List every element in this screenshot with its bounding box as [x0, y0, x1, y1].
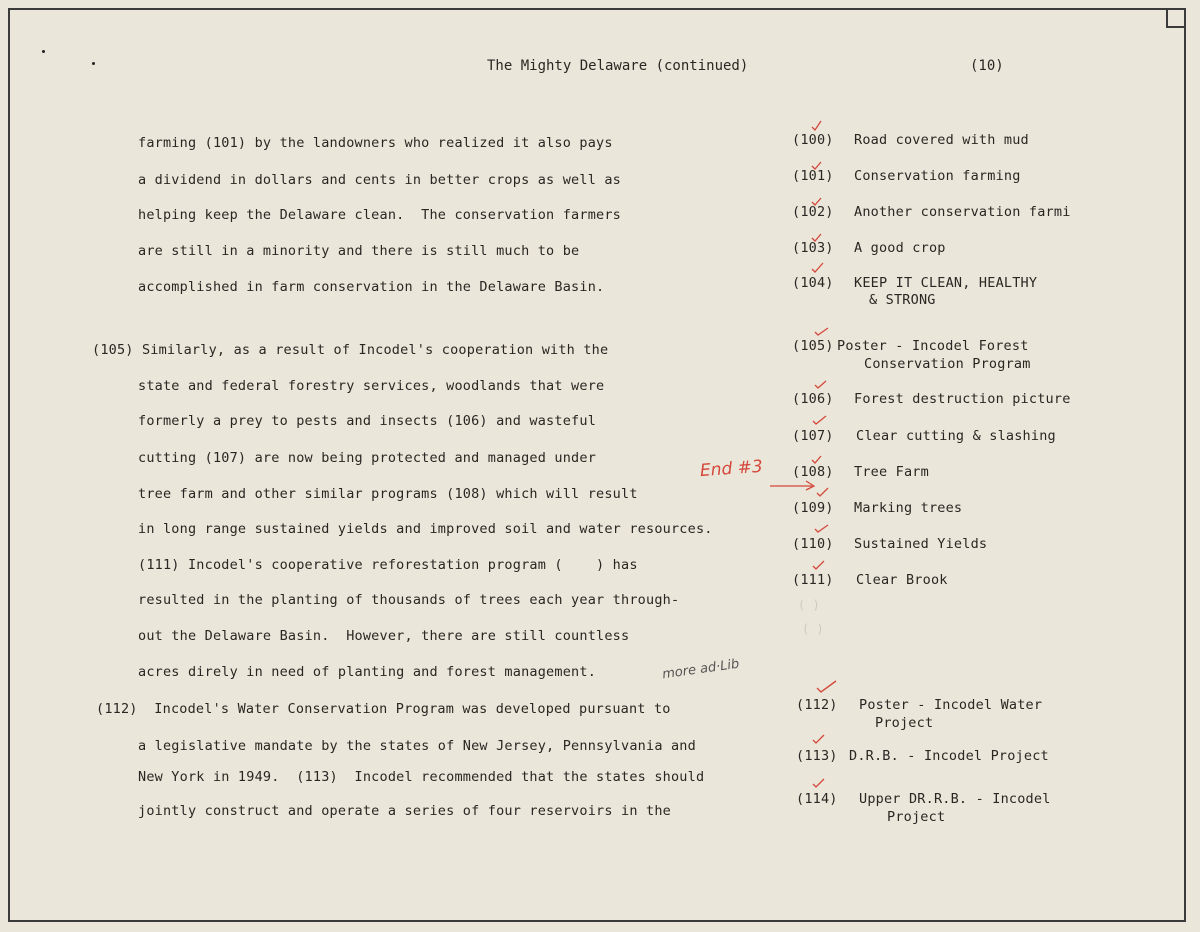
- body-line: jointly construct and operate a series of four reservoirs in the: [138, 803, 671, 819]
- visual-note-text: Conservation Program: [864, 356, 1031, 372]
- visual-note-text: Tree Farm: [854, 464, 929, 480]
- visual-note-number: (105): [792, 338, 834, 354]
- page-title: The Mighty Delaware (continued): [487, 58, 749, 74]
- red-arrow-icon: [768, 478, 818, 492]
- check-mark-icon: [814, 524, 830, 534]
- visual-note-text: KEEP IT CLEAN, HEALTHY: [854, 275, 1038, 291]
- page-number: (10): [970, 58, 1004, 74]
- visual-note-text: Poster - Incodel Water: [859, 697, 1043, 713]
- check-mark-icon: [812, 734, 826, 746]
- body-line: resulted in the planting of thousands of trees each year through-: [138, 592, 680, 608]
- body-line: a dividend in dollars and cents in better crops as well as: [138, 172, 622, 188]
- body-line: tree farm and other similar programs (108) which will result: [138, 486, 638, 502]
- body-line: are still in a minority and there is still much to be: [138, 243, 580, 259]
- visual-note-text: Another conservation farmi: [854, 204, 1071, 220]
- check-mark-icon: [811, 262, 825, 274]
- ad-lib-note: more ad·Lib: [661, 656, 741, 683]
- visual-note-text: Marking trees: [854, 500, 963, 516]
- check-mark-icon: [812, 560, 826, 572]
- visual-note-number: (101): [792, 168, 834, 184]
- body-line: helping keep the Delaware clean. The conservation farmers: [138, 207, 622, 223]
- visual-note-text: & STRONG: [869, 292, 936, 308]
- visual-note-number: (107): [792, 428, 834, 444]
- check-mark-icon: [814, 327, 830, 337]
- visual-note-text: Project: [887, 809, 946, 825]
- body-line: (111) Incodel's cooperative reforestation program ( ) has: [138, 557, 638, 573]
- visual-note-number: (109): [792, 500, 834, 516]
- body-line: state and federal forestry services, woodlands that were: [138, 378, 605, 394]
- check-mark-icon: [811, 120, 823, 132]
- body-line: acres direly in need of planting and forest management.: [138, 664, 597, 680]
- margin-dot: [92, 62, 95, 65]
- visual-note-text: Forest destruction picture: [854, 391, 1071, 407]
- visual-note-text: Sustained Yields: [854, 536, 988, 552]
- visual-note-number: (100): [792, 132, 834, 148]
- body-line: accomplished in farm conservation in the Delaware Basin.: [138, 279, 605, 295]
- bleed-through-mark: ( ): [802, 622, 824, 636]
- visual-note-text: A good crop: [854, 240, 946, 256]
- check-mark-icon: [812, 778, 826, 790]
- visual-note-text: Clear Brook: [856, 572, 948, 588]
- visual-note-text: Conservation farming: [854, 168, 1021, 184]
- visual-note-number: (104): [792, 275, 834, 291]
- body-line: New York in 1949. (113) Incodel recommended that the states should: [138, 769, 705, 785]
- visual-note-number: (106): [792, 391, 834, 407]
- visual-note-number: (113): [796, 748, 838, 764]
- check-mark-icon: [811, 233, 823, 243]
- visual-note-number: (112): [796, 697, 838, 713]
- visual-note-number: (114): [796, 791, 838, 807]
- check-mark-icon: [811, 197, 823, 207]
- check-mark-icon: [811, 161, 823, 171]
- body-line: cutting (107) are now being protected and managed under: [138, 450, 597, 466]
- visual-note-number: (103): [792, 240, 834, 256]
- body-line: formerly a prey to pests and insects (106) and wasteful: [138, 413, 597, 429]
- visual-note-number: (102): [792, 204, 834, 220]
- check-mark-icon: [814, 380, 828, 390]
- body-line: (105) Similarly, as a result of Incodel's cooperation with the: [92, 342, 609, 358]
- visual-note-text: Project: [875, 715, 934, 731]
- visual-note-text: Clear cutting & slashing: [856, 428, 1056, 444]
- body-line: farming (101) by the landowners who realized it also pays: [138, 135, 613, 151]
- check-mark-icon: [816, 680, 838, 694]
- visual-note-number: (110): [792, 536, 834, 552]
- visual-note-number: (108): [792, 464, 834, 480]
- visual-note-number: (111): [792, 572, 834, 588]
- corner-mark: [1166, 10, 1184, 28]
- body-line: a legislative mandate by the states of New Jersey, Pennsylvania and: [138, 738, 696, 754]
- check-mark-icon: [816, 487, 830, 499]
- check-mark-icon: [812, 415, 828, 427]
- visual-note-text: Road covered with mud: [854, 132, 1029, 148]
- check-mark-icon: [811, 455, 823, 465]
- end-marker-note: End #3: [699, 456, 764, 482]
- body-line: in long range sustained yields and improved soil and water resources.: [138, 521, 713, 537]
- visual-note-text: Upper DR.R.B. - Incodel: [859, 791, 1051, 807]
- body-line: out the Delaware Basin. However, there are still countless: [138, 628, 630, 644]
- visual-note-text: Poster - Incodel Forest: [837, 338, 1029, 354]
- visual-note-text: D.R.B. - Incodel Project: [849, 748, 1049, 764]
- bleed-through-mark: ( ): [798, 598, 820, 612]
- margin-dot: [42, 50, 45, 53]
- body-line: (112) Incodel's Water Conservation Program was developed pursuant to: [96, 701, 671, 717]
